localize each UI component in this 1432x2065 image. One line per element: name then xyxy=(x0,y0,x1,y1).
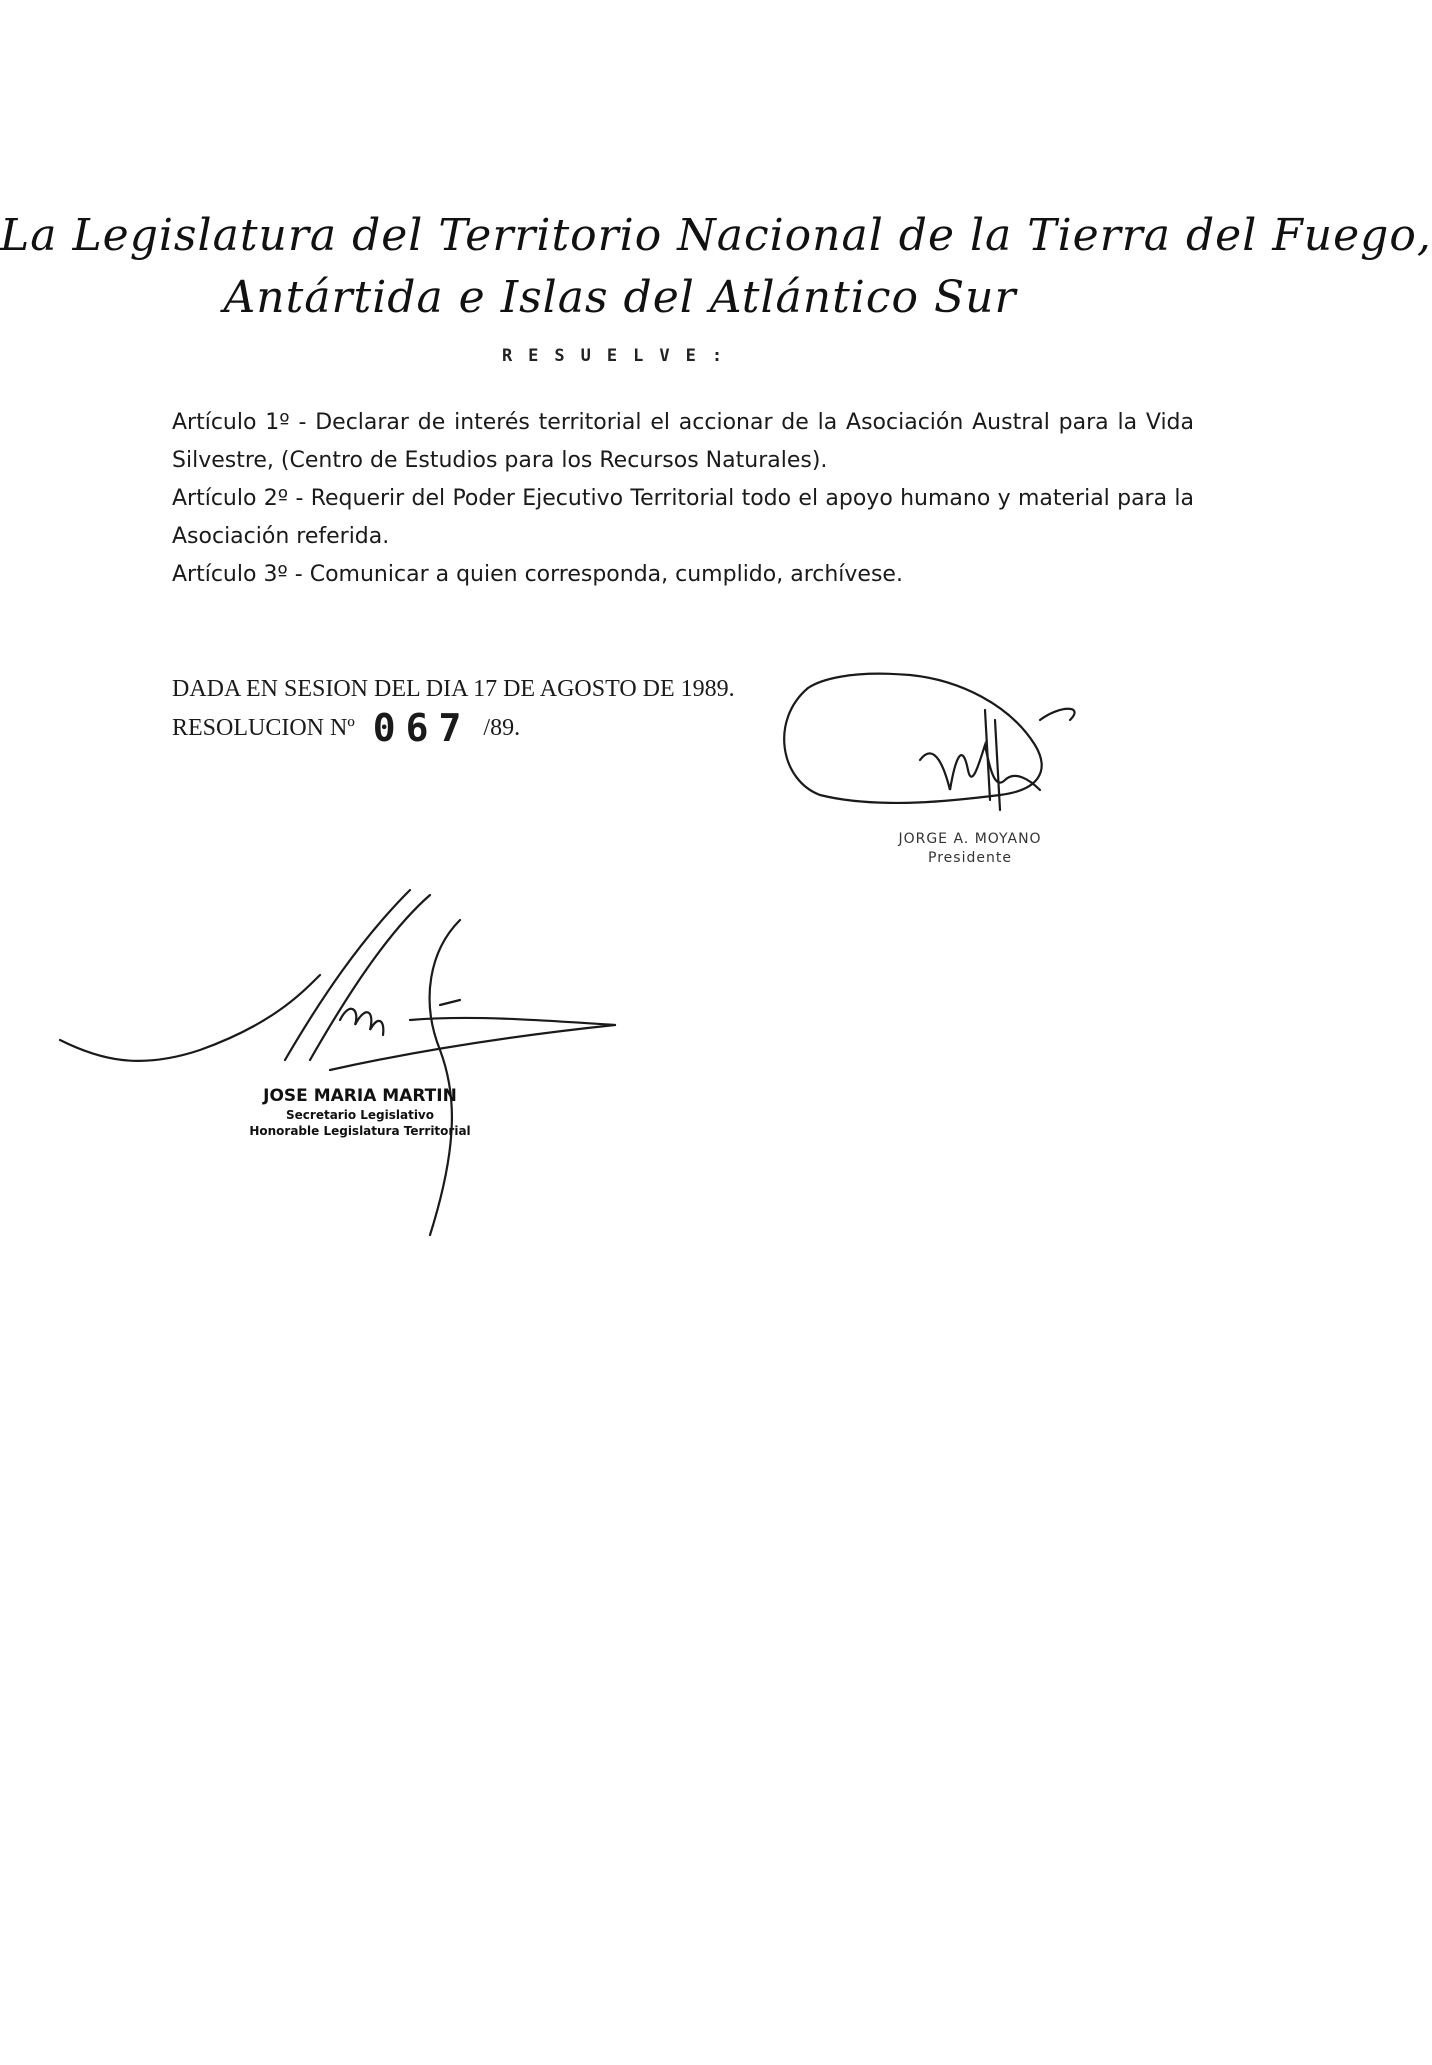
resolution-line xyxy=(172,706,520,750)
article-2-label: Artículo 2º xyxy=(172,486,289,511)
president-title: Presidente xyxy=(928,850,1012,866)
president-signature xyxy=(784,674,1074,810)
letterhead-line-2: Antártida e Islas del Atlántico Sur xyxy=(223,272,1017,323)
session-date: DADA EN SESION DEL DIA 17 DE AGOSTO DE 1989. xyxy=(172,676,735,702)
resolution-year: /89. xyxy=(483,715,521,741)
article-1-text: - Declarar de interés territorial el accionar de la Asociación Austral para la Vida Silvestre, (Centro de Estudios para los Recursos Naturales). xyxy=(172,410,1194,473)
president-stamp xyxy=(880,830,1060,868)
article-2-text: - Requerir del Poder Ejecutivo Territorial todo el apoyo humano y material para la Asociación referida. xyxy=(172,486,1194,549)
article-3 xyxy=(172,556,1194,594)
president-name: JORGE A. MOYANO xyxy=(898,831,1042,847)
article-2 xyxy=(172,480,1194,556)
resolution-number: 067 xyxy=(372,706,472,750)
letterhead-line-1: La Legislatura del Territorio Nacional de la Tierra del Fuego, xyxy=(0,210,1432,261)
article-1 xyxy=(172,404,1194,480)
articles-body xyxy=(172,404,1194,594)
secretary-institution: Honorable Legislatura Territorial xyxy=(249,1124,471,1138)
article-1-label: Artículo 1º xyxy=(172,410,290,435)
secretary-title: Secretario Legislativo xyxy=(286,1108,434,1122)
article-3-label: Artículo 3º xyxy=(172,562,288,587)
resolution-label: RESOLUCION Nº xyxy=(172,715,355,741)
secretary-stamp xyxy=(240,1085,480,1139)
secretary-name: JOSE MARIA MARTIN xyxy=(263,1086,457,1106)
secretary-signature xyxy=(60,890,615,1235)
article-3-text: - Comunicar a quien corresponda, cumplido, archívese. xyxy=(287,562,903,587)
resuelve-heading: RESUELVE: xyxy=(501,346,739,366)
